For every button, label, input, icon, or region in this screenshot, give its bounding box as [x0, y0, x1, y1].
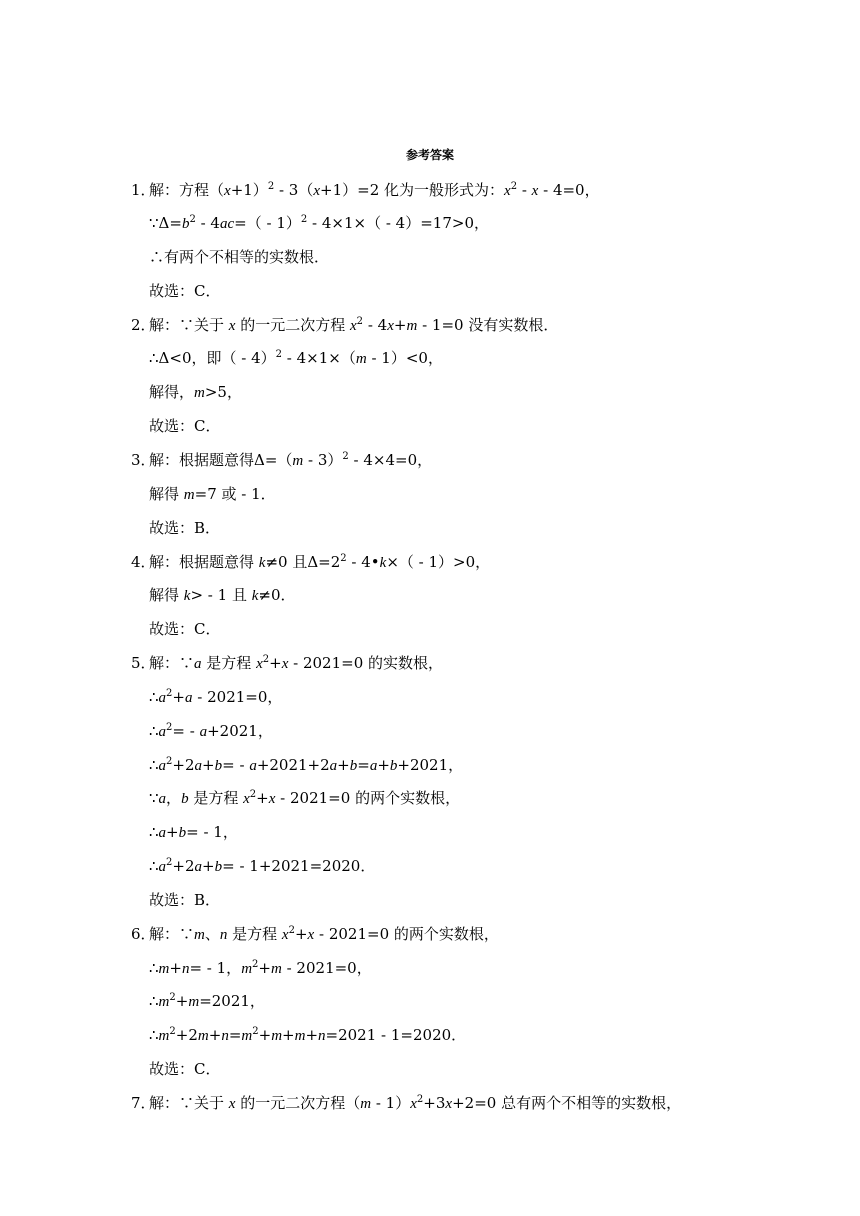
answer-line: ∵a，b 是方程 $x^2+x - 2021=0$ 的两个实数根， [149, 789, 461, 807]
answer-line: 故选：C． [149, 282, 221, 300]
answer-first-line: 解：∵关于 x 的一元二次方程$(m - 1)x^2+3x+2=0$ 总有两个不相等的实数根， [149, 1094, 682, 1112]
answer-number: 7． [131, 1094, 156, 1112]
answer-first-line: 解：根据题意得Δ=（m - 3）$^2$ - 4×4=0， [149, 451, 433, 469]
answer-line: $\therefore a^2+a - 2021=0$， [149, 688, 283, 706]
answer-line: ∴Δ<0，即（ - 4）$^2$ - 4×1×（m - 1）<0， [149, 349, 443, 367]
answer-line: 故选：B． [149, 891, 221, 909]
answer-line: 故选：C． [149, 620, 221, 638]
answer-number: 2． [131, 316, 156, 334]
answer-line: ∴有两个不相等的实数根． [149, 248, 330, 266]
answer-number: 1． [131, 181, 156, 199]
answer-line: 解得 m=7 或 - 1． [149, 485, 276, 503]
answer-line: $\therefore a^2+2a+b= - a+2021+2a+b=a+b+2021$， [149, 756, 464, 774]
answer-first-line: 解：∵a 是方程 $x^2+x - 2021=0$ 的实数根， [149, 654, 444, 672]
answer-first-line: 解：方程$(x+1)^2 - 3(x+1)=2$ 化为一般形式为：$x^2 - x - 4=0$， [149, 181, 600, 199]
answer-line: 故选：C． [149, 417, 221, 435]
answer-first-line: 解：根据题意得 k≠0 且$\Delta=2^2$ - 4•k×（ - 1）>0， [149, 553, 491, 571]
answer-line: 解得 k> - 1 且 k≠0． [149, 586, 296, 604]
answer-line: 故选：C． [149, 1060, 221, 1078]
answer-number: 3． [131, 451, 156, 469]
page-title: 参考答案 [405, 148, 454, 162]
answer-line: ∴m+n= - 1，$m^2+m - 2021=0$， [149, 959, 372, 977]
answer-line: $\therefore m^2+m=2021$， [149, 992, 265, 1010]
answer-line: 故选：B． [149, 519, 221, 537]
answer-number: 4． [131, 553, 156, 571]
answer-line: $\therefore a^2= - a+2021$， [149, 722, 273, 740]
answer-line: ∴a+b= - 1， [149, 823, 238, 841]
answer-line: 解得，m>5， [149, 383, 242, 401]
answer-number: 5． [131, 654, 156, 672]
answer-first-line: 解：∵m、n 是方程 $x^2+x - 2021=0$ 的两个实数根， [149, 925, 499, 943]
answer-line: $\because\Delta=b^2 - 4ac=( - 1)^2 - 4\times 1\times( - 4)=17>0$， [149, 214, 489, 232]
answer-number: 6． [131, 925, 156, 943]
answer-line: $\therefore a^2+2a+b= - 1+2021=2020$． [149, 857, 376, 875]
answer-first-line: 解：∵关于 x 的一元二次方程 $x^2 - 4x+m - 1=0$ 没有实数根． [149, 316, 559, 334]
answer-line: $\therefore m^2+2m+n=m^2+m+m+n=2021 - 1=2020$． [149, 1026, 467, 1044]
